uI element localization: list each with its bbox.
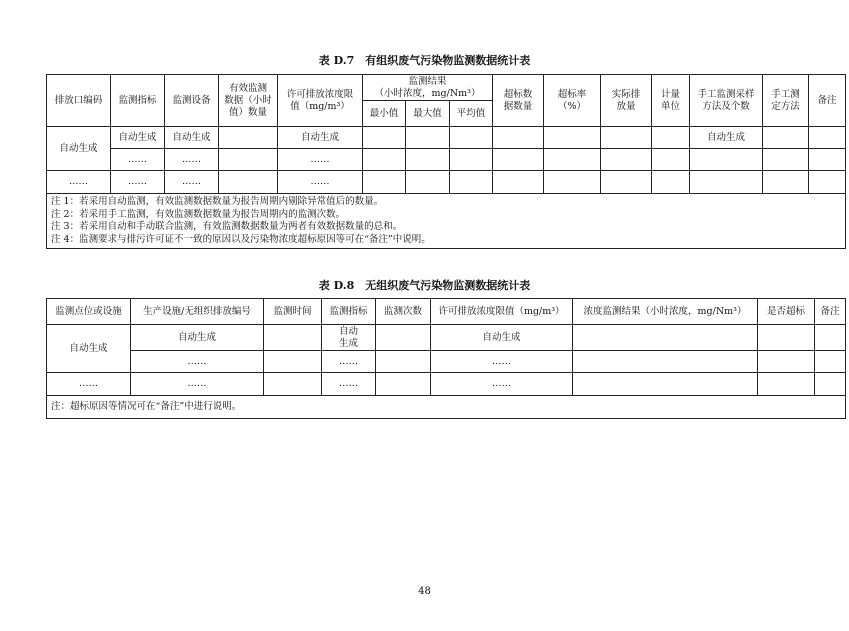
cell-ellipsis: …… xyxy=(47,171,111,194)
cell-auto: 自动生成 xyxy=(431,325,573,351)
page-number: 48 xyxy=(418,586,431,597)
cell-ellipsis: …… xyxy=(278,171,363,194)
header-facility: 生产设施/无组织排放编号 xyxy=(131,299,264,325)
table-d7 xyxy=(46,74,846,249)
header-outlet-code: 排放口编码 xyxy=(47,75,111,127)
table2-note: 注：超标原因等情况可在“备注”中进行说明。 xyxy=(47,396,846,419)
note-3: 注 3：若采用自动和手动联合监测，有效监测数据数量为两者有效数据数量的总和。 xyxy=(51,221,403,232)
cell-ellipsis: …… xyxy=(131,351,264,373)
header-max: 最大值 xyxy=(406,101,450,127)
header-manual-measure: 手工测 定方法 xyxy=(763,75,809,127)
cell-ellipsis: …… xyxy=(431,373,573,396)
cell-auto: 自动 生成 xyxy=(322,325,376,351)
table-row xyxy=(47,325,846,351)
header-unit: 计量 单位 xyxy=(652,75,690,127)
header-indicator: 监测指标 xyxy=(322,299,376,325)
cell-ellipsis: …… xyxy=(131,373,264,396)
note-2: 注 2：若采用手工监测，有效监测数据数量为报告周期内的监测次数。 xyxy=(51,208,346,220)
cell-ellipsis: …… xyxy=(431,351,573,373)
table1-caption: 表 D.7 有组织废气污染物监测数据统计表 xyxy=(318,54,531,67)
header-indicator: 监测指标 xyxy=(111,75,165,127)
cell-ellipsis: …… xyxy=(111,171,165,194)
header-equipment: 监测设备 xyxy=(165,75,219,127)
header-permit-limit: 许可排放浓度限值（mg/m³） xyxy=(431,299,573,325)
table-row xyxy=(47,127,846,149)
header-min: 最小值 xyxy=(363,101,406,127)
header-permit-limit: 许可排放浓度限 值（mg/m³） xyxy=(278,75,363,127)
header-exceed-rate: 超标率 （%） xyxy=(544,75,601,127)
table-row xyxy=(47,149,846,171)
header-result: 浓度监测结果（小时浓度，mg/Nm³） xyxy=(573,299,758,325)
cell-auto: 自动生成 xyxy=(690,127,763,149)
cell-ellipsis: …… xyxy=(165,171,219,194)
header-actual-emission: 实际排 放量 xyxy=(601,75,652,127)
header-avg: 平均值 xyxy=(450,101,493,127)
note-1: 注 1：若采用自动监测，有效监测数据数量为报告周期内剔除异常值后的数量。 xyxy=(51,196,384,207)
header-times: 监测次数 xyxy=(376,299,431,325)
cell-auto: 自动生成 xyxy=(111,127,165,149)
note-4: 注 4：监测要求与排污许可证不一致的原因以及污染物浓度超标原因等可在“备注”中说明。 xyxy=(51,233,431,245)
header-exceed: 是否超标 xyxy=(758,299,815,325)
cell-auto: 自动生成 xyxy=(47,127,111,171)
header-manual-method: 手工监测采样 方法及个数 xyxy=(690,75,763,127)
cell-auto: 自动生成 xyxy=(47,325,131,373)
header-result-group: 监测结果 （小时浓度，mg/Nm³） xyxy=(363,75,493,101)
cell-ellipsis: …… xyxy=(47,373,131,396)
table-d8 xyxy=(46,298,846,419)
cell-auto: 自动生成 xyxy=(131,325,264,351)
header-point: 监测点位或设施 xyxy=(47,299,131,325)
table-row xyxy=(47,373,846,396)
cell-auto: 自动生成 xyxy=(278,127,363,149)
header-remark: 备注 xyxy=(815,299,846,325)
cell-ellipsis: …… xyxy=(111,149,165,171)
header-exceed-count: 超标数 据数量 xyxy=(493,75,544,127)
table-row xyxy=(47,171,846,194)
header-valid-count: 有效监测 数据（小时 值）数量 xyxy=(219,75,278,127)
table1-notes xyxy=(47,194,846,249)
header-time: 监测时间 xyxy=(264,299,322,325)
cell-ellipsis: …… xyxy=(165,149,219,171)
table2-caption: 表 D.8 无组织废气污染物监测数据统计表 xyxy=(318,279,531,292)
cell-ellipsis: …… xyxy=(322,373,376,396)
cell-ellipsis: …… xyxy=(322,351,376,373)
cell-auto: 自动生成 xyxy=(165,127,219,149)
header-remark: 备注 xyxy=(809,75,846,127)
cell-ellipsis: …… xyxy=(278,149,363,171)
table-row xyxy=(47,351,846,373)
